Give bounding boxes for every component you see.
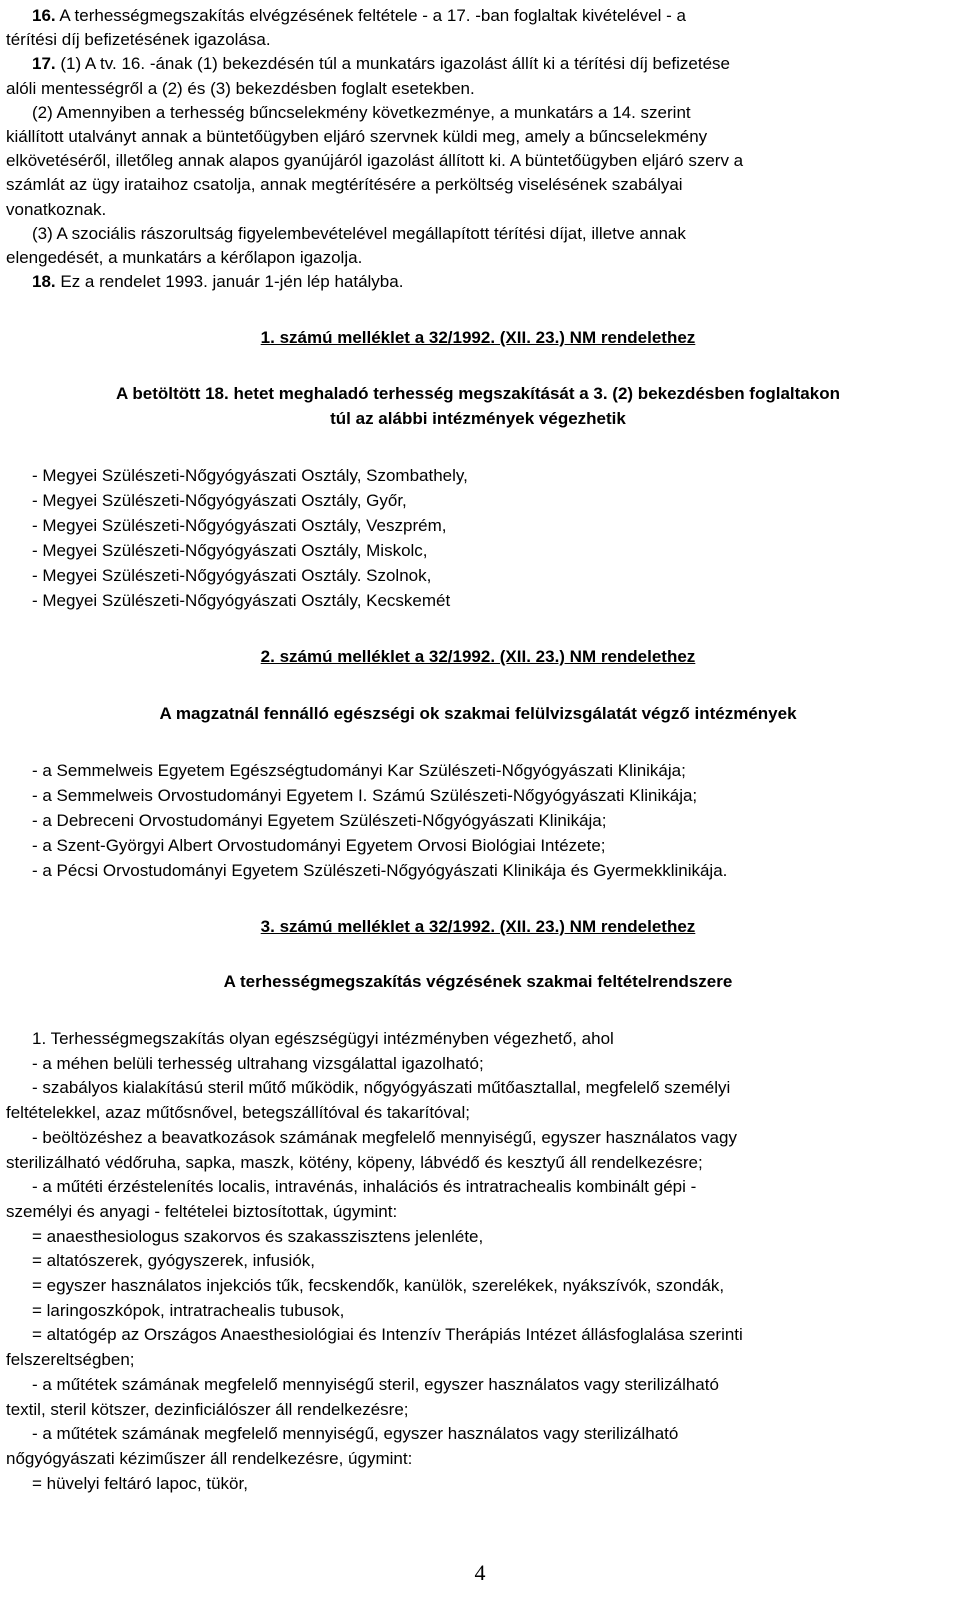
annex1-item: - Megyei Szülészeti-Nőgyógyászati Osztály, Veszprém,: [32, 516, 447, 535]
annex1-item: - Megyei Szülészeti-Nőgyógyászati Osztály, Miskolc,: [32, 541, 428, 560]
annex1-heading-line1: A betöltött 18. hetet meghaladó terhesség megszakítását a 3. (2) bekezdésben foglaltakon: [116, 384, 840, 403]
annex2-item: - a Debreceni Orvostudományi Egyetem Szülészeti-Nőgyógyászati Klinikája;: [32, 811, 607, 830]
annex3-line: - a műtéti érzéstelenítés localis, intravénás, inhalációs és intratrachealis kombinált gépi -: [32, 1177, 697, 1197]
annex3-line: = altatószerek, gyógyszerek, infusiók,: [32, 1251, 315, 1271]
annex3-title: 3. számú melléklet a 32/1992. (XII. 23.) NM rendelethez: [260, 917, 696, 936]
annex3-line: feltételekkel, azaz műtősnővel, betegszállítóval és takarítóval;: [6, 1103, 470, 1123]
annex1-heading-line2: túl az alábbi intézmények végezhetik: [330, 409, 626, 428]
paragraph-line: kiállított utalványt annak a büntetőügyben eljáró szervnek küldi meg, amely a bűncselekmény: [6, 127, 708, 146]
paragraph-line: 16. A terhességmegszakítás elvégzésének feltétele - a 17. -ban foglaltak kivételével - a: [32, 6, 686, 25]
annex3-line: 1. Terhességmegszakítás olyan egészségügyi intézményben végezhető, ahol: [32, 1029, 614, 1048]
annex1-item: - Megyei Szülészeti-Nőgyógyászati Osztály, Győr,: [32, 491, 407, 510]
annex3-line: = anaesthesiologus szakorvos és szakasszisztens jelenléte,: [32, 1226, 484, 1246]
annex3-line: - szabályos kialakítású steril műtő működik, nőgyógyászati műtőasztallal, megfelelő személyi: [32, 1078, 731, 1098]
annex3-heading: A terhességmegszakítás végzésének szakmai feltételrendszere: [223, 972, 733, 991]
annex3-line: = laringoszkópok, intratrachealis tubusok,: [32, 1300, 345, 1320]
annex2-title: 2. számú melléklet a 32/1992. (XII. 23.) NM rendelethez: [260, 647, 696, 666]
annex3-line: - a műtétek számának megfelelő mennyiségű, egyszer használatos vagy sterilizálható: [32, 1424, 679, 1444]
paragraph-line: (3) A szociális rászorultság figyelembevételével megállapított térítési díjat, illetve annak: [32, 223, 686, 243]
annex3-line: nőgyógyászati kéziműszer áll rendelkezésre, úgymint:: [6, 1448, 413, 1468]
annex2-item: - a Semmelweis Orvostudományi Egyetem I. Számú Szülészeti-Nőgyógyászati Klinikája;: [32, 786, 698, 805]
paragraph-line: számlát az ügy irataihoz csatolja, annak megtérítésére a perköltség viselésének szabályai: [6, 175, 683, 195]
paragraph-line: elengedését, a munkatárs a kérőlapon igazolja.: [6, 248, 363, 267]
annex3-line: = altatógép az Országos Anaesthesiológiai és Intenzív Therápiás Intézet állásfoglalása szerinti: [32, 1325, 743, 1345]
annex3-line: - a méhen belüli terhesség ultrahang vizsgálattal igazolható;: [32, 1053, 484, 1073]
annex3-line: személyi és anyagi - feltételei biztosítottak, úgymint:: [6, 1201, 398, 1221]
annex1-item: - Megyei Szülészeti-Nőgyógyászati Osztály, Kecskemét: [32, 591, 451, 610]
annex3-line: - a műtétek számának megfelelő mennyiségű steril, egyszer használatos vagy sterilizálható: [32, 1374, 719, 1394]
paragraph-line: 17. (1) A tv. 16. -ának (1) bekezdésén túl a munkatárs igazolást állít ki a térítési díj befizetése: [32, 54, 730, 74]
annex3-line: - beöltözéshez a beavatkozások számának megfelelő mennyiségű, egyszer használatos vagy: [32, 1127, 737, 1147]
annex1-item: - Megyei Szülészeti-Nőgyógyászati Osztály, Szombathely,: [32, 466, 468, 485]
annex1-title: 1. számú melléklet a 32/1992. (XII. 23.) NM rendelethez: [260, 328, 696, 347]
page-number: 4: [474, 1560, 486, 1585]
paragraph-line: elkövetéséről, illetőleg annak alapos gyanújáról igazolást állított ki. A büntetőügyben eljáró szerv a: [6, 151, 744, 171]
paragraph-line: 18. Ez a rendelet 1993. január 1-jén lép hatályba.: [32, 272, 404, 292]
annex3-line: = egyszer használatos injekciós tűk, fecskendők, kanülök, szerelékek, nyákszívók, szondák,: [32, 1276, 725, 1295]
annex2-item: - a Szent-Györgyi Albert Orvostudományi Egyetem Orvosi Biológiai Intézete;: [32, 836, 606, 855]
annex3-line: = hüvelyi feltáró lapoc, tükör,: [32, 1473, 248, 1493]
paragraph-line: (2) Amennyiben a terhesség bűncselekmény következménye, a munkatárs a 14. szerint: [32, 102, 691, 122]
annex3-line: textil, steril kötszer, dezinficiálószer áll rendelkezésre;: [6, 1399, 409, 1419]
annex3-line: sterilizálható védőruha, sapka, maszk, kötény, köpeny, lábvédő és kesztyű áll rendelkezésre;: [6, 1152, 703, 1172]
annex1-item: - Megyei Szülészeti-Nőgyógyászati Osztály. Szolnok,: [32, 566, 432, 585]
paragraph-line: vonatkoznak.: [6, 199, 107, 219]
paragraph-line: alóli mentességről a (2) és (3) bekezdésben foglalt esetekben.: [6, 78, 475, 98]
annex2-item: - a Pécsi Orvostudományi Egyetem Szülészeti-Nőgyógyászati Klinikája és Gyermekklinikája.: [32, 861, 728, 880]
paragraph-line: térítési díj befizetésének igazolása.: [6, 30, 271, 50]
annex2-item: - a Semmelweis Egyetem Egészségtudományi Kar Szülészeti-Nőgyógyászati Klinikája;: [32, 761, 686, 780]
annex2-heading: A magzatnál fennálló egészségi ok szakmai felülvizsgálatát végző intézmények: [159, 704, 797, 723]
annex3-line: felszereltségben;: [6, 1350, 135, 1370]
